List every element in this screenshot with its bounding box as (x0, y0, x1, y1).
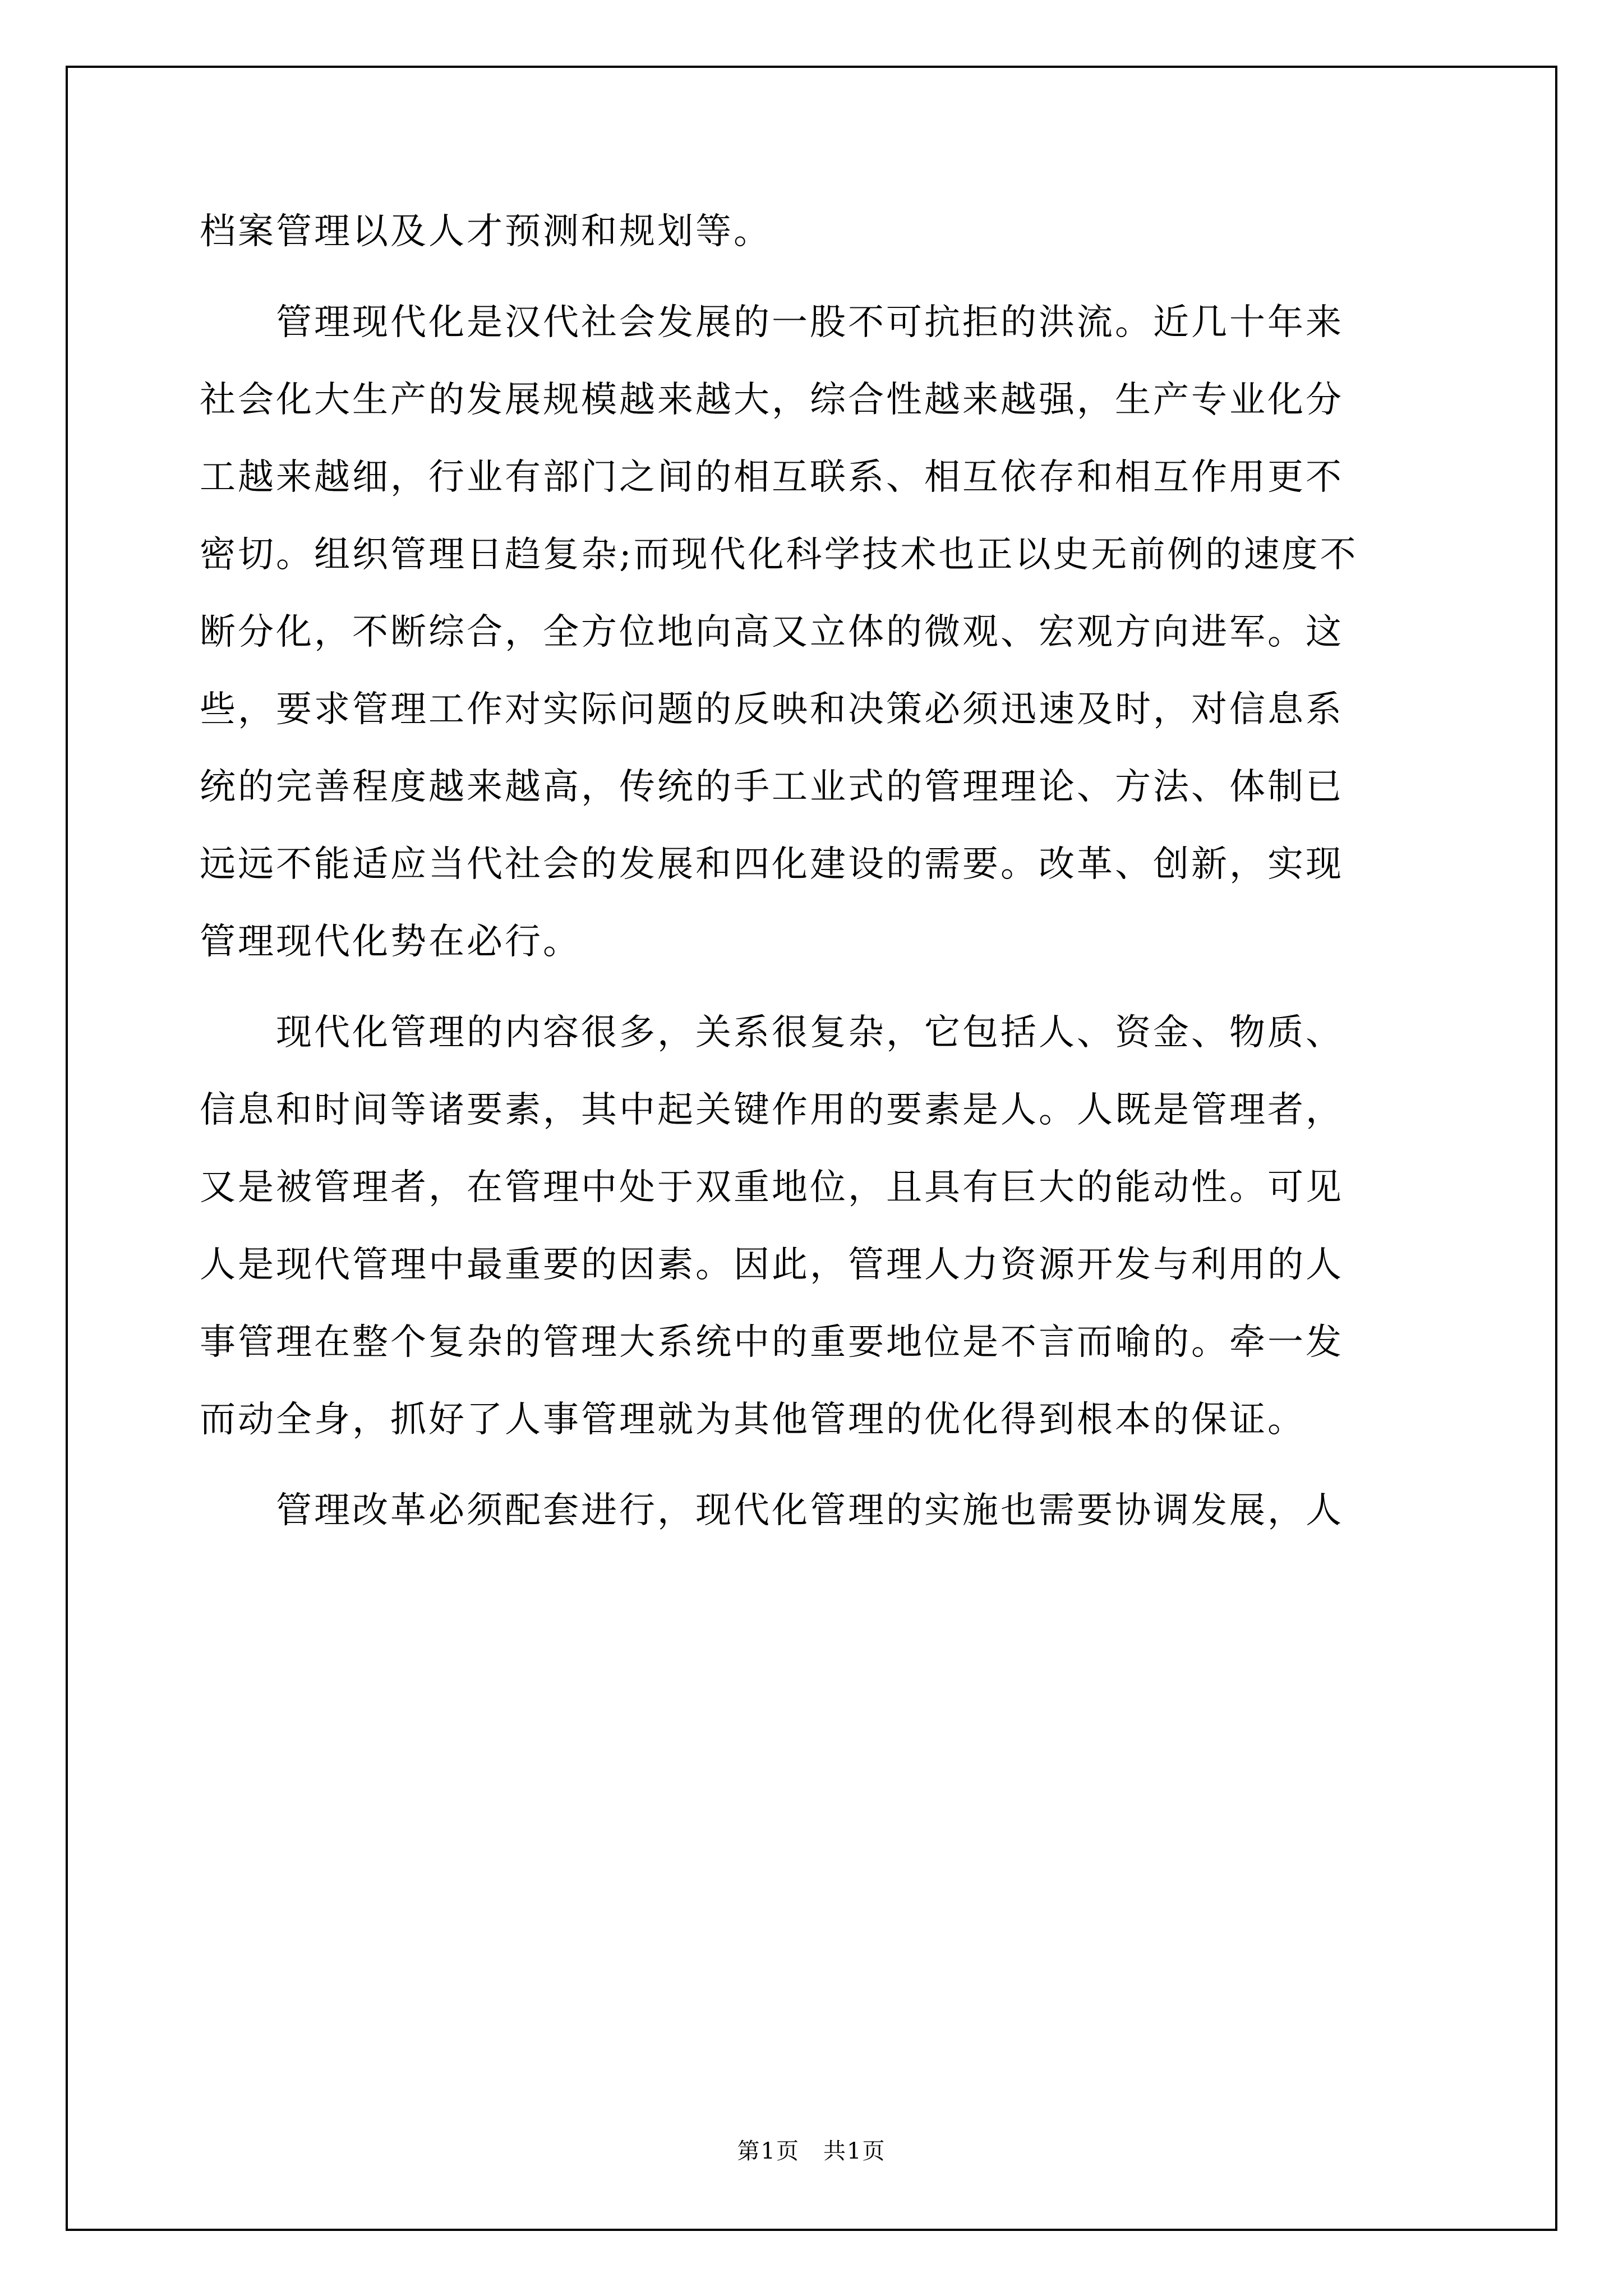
text-line: 事管理在整个复杂的管理大系统中的重要地位是不言而喻的。牵一发 (200, 1322, 1344, 1363)
text-line: 现代化管理的内容很多，关系很复杂，它包括人、资金、物质、 (200, 1012, 1344, 1053)
text-line: 又是被管理者，在管理中处于双重地位，且具有巨大的能动性。可见 (200, 1167, 1344, 1208)
page-number-footer: 第1页 共1页 (737, 2138, 886, 2164)
text-line: 社会化大生产的发展规模越来越大，综合性越来越强，生产专业化分 (200, 379, 1344, 421)
text-line: 些，要求管理工作对实际问题的反映和决策必须迅速及时，对信息系 (200, 689, 1344, 730)
text-line: 断分化，不断综合，全方位地向高又立体的微观、宏观方向进军。这 (200, 611, 1344, 653)
text-line: 管理现代化是汉代社会发展的一股不可抗拒的洪流。近几十年来 (200, 302, 1344, 343)
text-line: 密切。组织管理日趋复杂;而现代化科学技术也正以史无前例的速度不 (200, 534, 1358, 576)
text-line: 统的完善程度越来越高，传统的手工业式的管理理论、方法、体制已 (200, 766, 1344, 808)
text-line: 管理改革必须配套进行，现代化管理的实施也需要协调发展，人 (200, 1490, 1344, 1531)
text-line: 人是现代管理中最重要的因素。因此，管理人力资源开发与利用的人 (200, 1244, 1344, 1286)
text-line: 远远不能适应当代社会的发展和四化建设的需要。改革、创新，实现 (200, 844, 1344, 885)
text-line: 而动全身，抓好了人事管理就为其他管理的优化得到根本的保证。 (200, 1399, 1306, 1441)
text-line: 工越来越细，行业有部门之间的相互联系、相互依存和相互作用更不 (200, 457, 1344, 498)
text-line: 信息和时间等诸要素，其中起关键作用的要素是人。人既是管理者， (200, 1089, 1344, 1131)
body-text (200, 206, 1433, 1563)
text-line: 档案管理以及人才预测和规划等。 (200, 211, 772, 252)
text-line: 管理现代化势在必行。 (200, 921, 581, 963)
